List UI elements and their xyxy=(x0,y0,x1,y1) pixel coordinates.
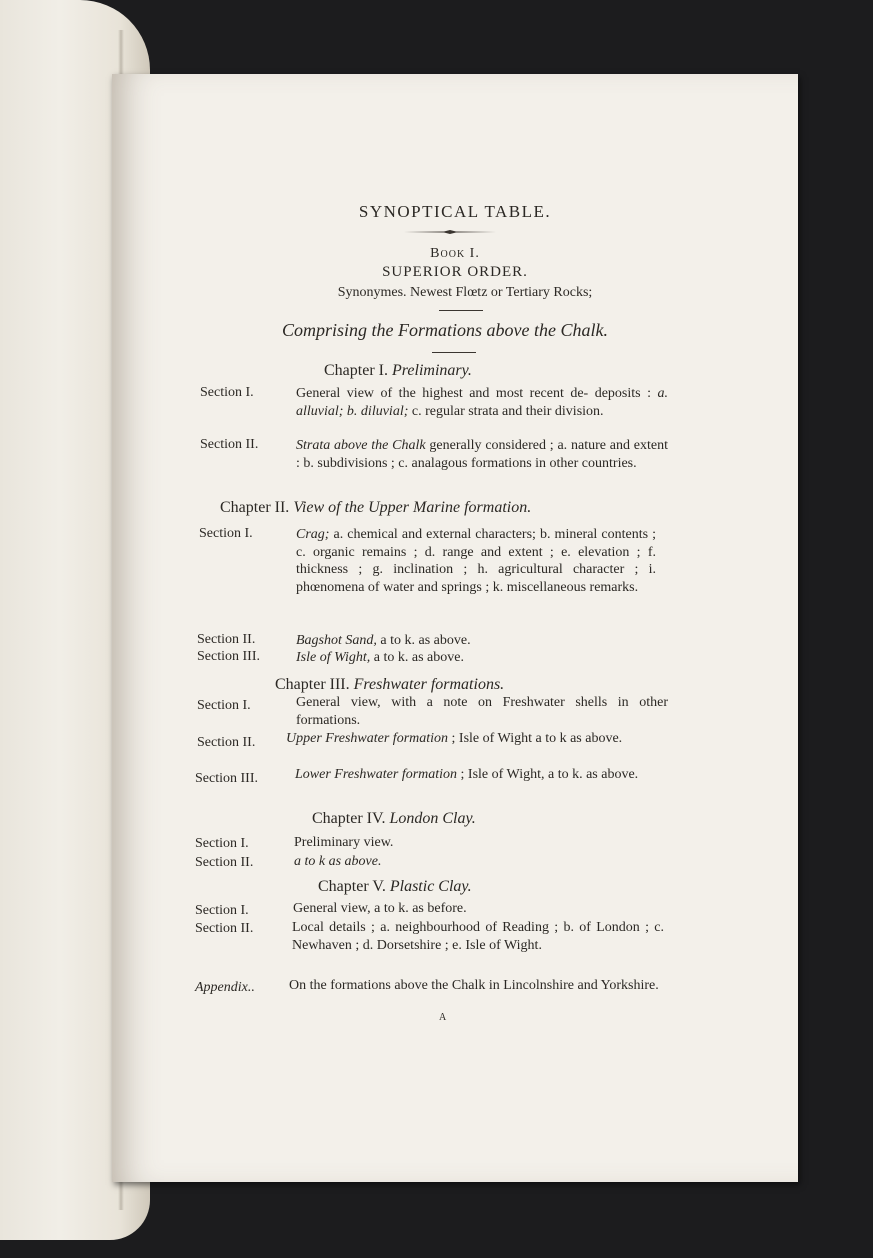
book-heading: Book I. xyxy=(430,246,480,261)
title-rule-ornament xyxy=(404,230,496,234)
section-label: Section III. xyxy=(197,649,260,664)
section-label: Section I. xyxy=(199,526,253,541)
section-text: General view of the highest and most recent de- deposits : a. alluvial; b. diluvial; c. regular strata and their division. xyxy=(296,386,668,419)
chapter-number: Chapter IV. xyxy=(312,810,386,827)
chapter-number: Chapter III. xyxy=(275,676,350,693)
section-text: a to k as above. xyxy=(294,854,382,869)
chapter-heading xyxy=(275,676,504,694)
section-label: Section II. xyxy=(200,437,259,452)
section-text: Isle of Wight, a to k. as above. xyxy=(296,650,464,665)
section-label: Section II. xyxy=(195,855,254,870)
section-label: Section II. xyxy=(195,921,254,936)
section-text: General view, with a note on Freshwater shells in other formations. xyxy=(296,695,668,728)
chapter-title: Plastic Clay. xyxy=(389,878,472,895)
chapter-title: View of the Upper Marine formation. xyxy=(293,499,532,516)
section-label: Section I. xyxy=(195,903,249,918)
page-title: SYNOPTICAL TABLE. xyxy=(358,202,552,221)
section-text: Upper Freshwater formation ; Isle of Wight a to k as above. xyxy=(286,731,623,746)
chapter-number: Chapter I. xyxy=(324,362,388,379)
book-page xyxy=(112,74,798,1182)
chapter-heading xyxy=(220,499,531,517)
section-text: Bagshot Sand, a to k. as above. xyxy=(296,633,471,648)
section-label: Section II. xyxy=(197,735,256,750)
section-text: Lower Freshwater formation ; Isle of Wight, a to k. as above. xyxy=(295,767,639,782)
section-text: Crag; a. chemical and external characters; b. mineral contents ; c. organic remains ; d. range and extent ; e. elevation ; f. thickness ; g. inclination ; h. agricultural character ; i. phœnomena of water and springs ; k. miscellaneous remarks. xyxy=(296,527,656,595)
signature-mark: A xyxy=(439,1012,447,1023)
short-rule xyxy=(439,310,483,311)
chapter-number: Chapter II. xyxy=(220,499,290,516)
chapter-title: Preliminary. xyxy=(391,362,472,379)
chapter-heading xyxy=(318,878,472,896)
section-label: Section II. xyxy=(197,632,256,647)
chapter-number: Chapter V. xyxy=(318,878,386,895)
section-text: Strata above the Chalk generally considered ; a. nature and extent : b. subdivisions ; c. analagous formations in other countries. xyxy=(296,438,668,471)
order-heading: SUPERIOR ORDER. xyxy=(382,264,528,280)
appendix-label: Appendix.. xyxy=(195,980,255,995)
chapter-title: London Clay. xyxy=(389,810,476,827)
comprising-heading: Comprising the Formations above the Chalk. xyxy=(282,320,608,340)
appendix-text: On the formations above the Chalk in Lincolnshire and Yorkshire. xyxy=(289,978,659,993)
section-label: Section I. xyxy=(197,698,251,713)
short-rule xyxy=(432,352,476,353)
chapter-title: Freshwater formations. xyxy=(353,676,505,693)
section-label: Section I. xyxy=(200,385,254,400)
chapter-heading xyxy=(312,810,476,828)
section-text: Preliminary view. xyxy=(294,835,394,850)
chapter-heading xyxy=(324,362,472,380)
section-label: Section I. xyxy=(195,836,249,851)
section-text: Local details ; a. neighbourhood of Reading ; b. of London ; c. Newhaven ; d. Dorsetshire ; e. Isle of Wight. xyxy=(292,920,664,953)
synonymes-line: Synonymes. Newest Flœtz or Tertiary Rocks; xyxy=(337,285,593,300)
section-label: Section III. xyxy=(195,771,258,786)
section-text: General view, a to k. as before. xyxy=(293,901,467,916)
